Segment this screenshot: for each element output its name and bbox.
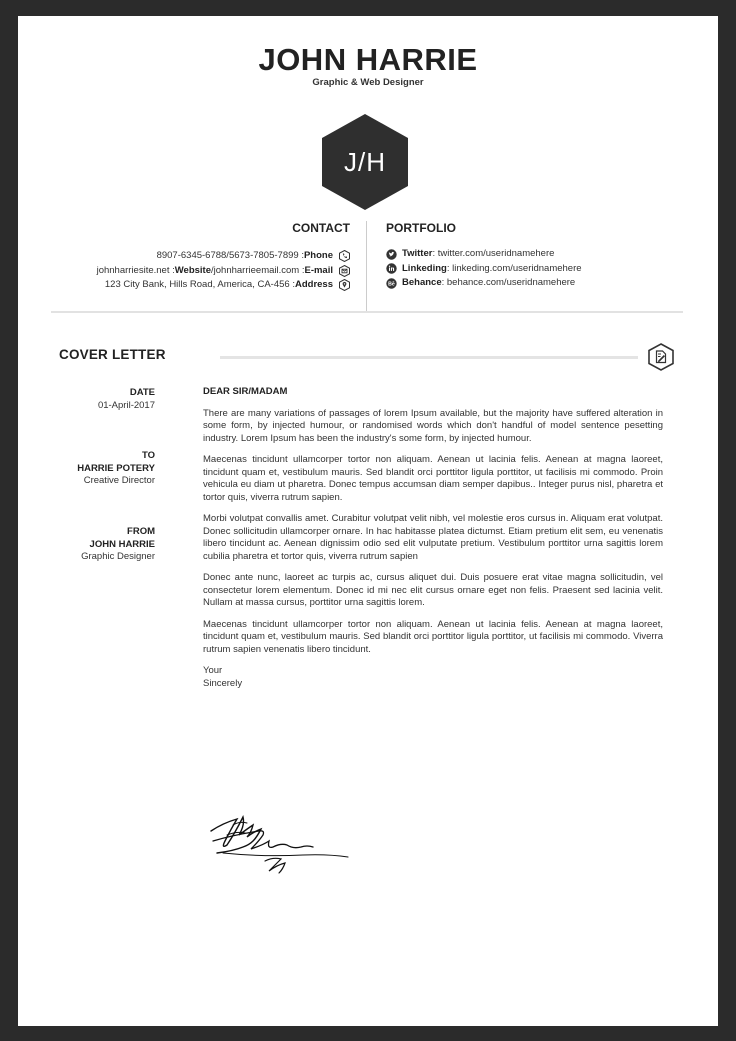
contact-web-email — [97, 264, 350, 279]
to-label: TO — [141, 450, 155, 461]
address-label: Address — [294, 279, 333, 290]
sender-block — [38, 526, 155, 564]
twitter-label: Twitter — [402, 248, 433, 259]
letter-greeting: DEAR SIR/MADAM — [203, 386, 288, 397]
contact-phone — [97, 249, 350, 264]
behance-icon — [386, 278, 397, 289]
linkedin-icon — [386, 263, 397, 274]
date-value: 01-April-2017 — [97, 399, 155, 411]
portfolio-list — [386, 247, 582, 291]
date-label: DATE — [129, 387, 155, 398]
portfolio-heading: PORTFOLIO — [386, 221, 456, 235]
recipient-name: HARRIE POTERY — [77, 462, 155, 474]
contact-list — [97, 249, 350, 293]
letter-body — [203, 386, 663, 690]
website-value: johnharriesite.net : — [96, 264, 175, 276]
location-icon — [339, 279, 350, 291]
twitter-icon — [386, 249, 397, 260]
address-value: 123 City Bank, Hills Road, America, CA-456 : — [104, 279, 295, 290]
phone-icon — [339, 250, 350, 262]
applicant-title: Graphic & Web Designer — [312, 77, 424, 88]
cover-letter-heading: COVER LETTER — [59, 347, 166, 362]
date-block — [38, 387, 155, 412]
cover-letter-page — [18, 16, 718, 1026]
document-edit-icon — [648, 343, 674, 376]
letter-paragraph: Donec ante nunc, laoreet ac turpis ac, cursus aliquet dui. Duis posuere erat vitae magna sollicitudin, vel consectetur lorem elementum. Donec id mi nec elit cursus ornare eget non felis. Praesent sed lacinia velit. Nullam at massa cursus, porttitor urna sagittis lorem. — [203, 572, 663, 608]
contact-portfolio-divider — [366, 221, 367, 311]
email-label: E-mail — [304, 264, 333, 276]
letter-paragraph: There are many variations of passages of lorem Ipsum available, but the majority have suffered alteration in some form, by injected humour, or randomised words which don't handful of model sentence pesetting industry. Lorem Ipsum has been the industry's some form, by injected humour. — [203, 407, 663, 444]
closing-line-1: Your — [203, 665, 223, 676]
sender-name: JOHN HARRIE — [89, 538, 155, 550]
email-icon — [339, 265, 350, 277]
portfolio-twitter — [386, 247, 582, 262]
from-label: FROM — [127, 526, 155, 537]
monogram-initials: J/H — [344, 146, 386, 177]
website-label: Website — [174, 264, 212, 276]
behance-label: Behance — [402, 277, 442, 288]
sender-role: Graphic Designer — [81, 551, 155, 562]
cover-letter-rule — [220, 356, 638, 359]
handwritten-signature — [203, 801, 353, 881]
recipient-block — [38, 450, 155, 488]
phone-value: 8907-6345-6788/5673-7805-7899 : — [156, 250, 304, 261]
portfolio-behance — [386, 276, 582, 291]
header-divider — [51, 311, 683, 313]
closing-line-2: Sincerely — [203, 677, 243, 689]
recipient-role: Creative Director — [83, 475, 155, 486]
contact-heading: CONTACT — [292, 221, 350, 235]
svg-text:Bē: Bē — [388, 281, 395, 288]
letter-paragraph: Morbi volutpat convallis amet. Curabitur volutpat velit nibh, vel molestie eros cursus in. Aliquam erat volutpat. Donec sollicitudin ullamcorper ornare. In hac habitasse platea dictumst. Etiam pretium elit sem, eu venenatis libero tincidunt ac. Aenean dignissim odio sed elit vulputate pretium. Vestibulum porttitor urna sagittis lorem cubilia pharetra et tortor quis, viverra rutrum sapien — [203, 513, 663, 562]
portfolio-linkedin — [386, 262, 582, 277]
twitter-url[interactable]: : twitter.com/useridnamehere — [432, 248, 555, 259]
linkedin-label: Linkeding — [402, 262, 447, 274]
letter-paragraph: Maecenas tincidunt ullamcorper tortor non aliquam. Aenean ut lacinia felis. Aenean at magna laoreet, tincidunt quam et, vestibulum mauris. Sed blandit orci porttitor ligula porttitor, ut facilisis mi commodo. Viverra rutrum sapien venenatis libero tincidunt. — [203, 618, 663, 655]
phone-label: Phone — [303, 250, 333, 261]
behance-url[interactable]: : behance.com/useridnamehere — [441, 277, 576, 288]
letter-paragraph: Maecenas tincidunt ullamcorper tortor non aliquam. Aenean ut lacinia felis. Aenean at magna laoreet, tincidunt quam et, vestibulum mauris. Sed blandit orci porttitor ligula porttitor, ut facilisis mi commodo. Proin vehicula eu diam ut pharetra. Donec tempus accumsan diam semper dapibus.. Integer purus nisl, pharetra et tortor quis, viverra rutrum sapien. — [203, 454, 663, 503]
linkedin-url[interactable]: : linkeding.com/useridnamehere — [446, 262, 582, 274]
email-value: /johnharrieemail.com : — [211, 264, 305, 276]
applicant-name: JOHN HARRIE — [258, 42, 478, 77]
contact-address — [97, 278, 350, 293]
